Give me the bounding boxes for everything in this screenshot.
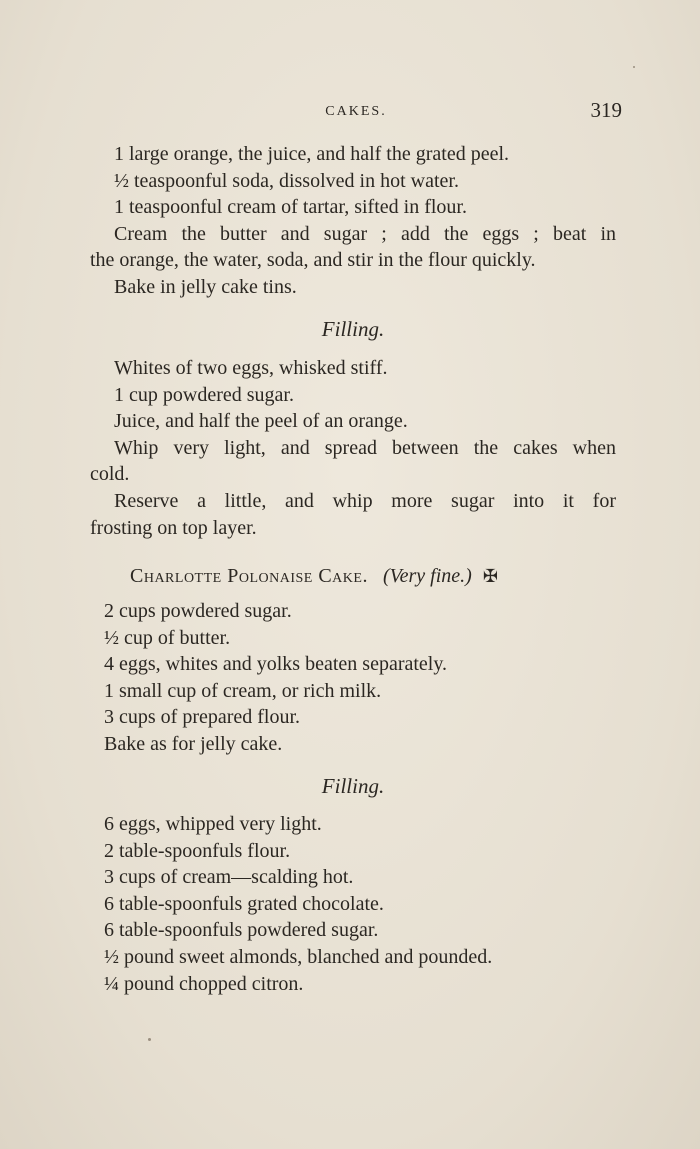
filling-line: 6 table-spoonfuls powdered sugar. [104, 919, 379, 942]
ingredient-line: 2 cups powdered sugar. [104, 600, 292, 622]
recipe-title: Charlotte Polonaise Cake. [130, 565, 368, 587]
filling-line: Whites of two eggs, whisked stiff. [114, 357, 388, 379]
filling-line: 6 table-spoonfuls grated chocolate. [104, 892, 384, 915]
ingredient-line: 4 eggs, whites and yolks beaten separately. [104, 653, 448, 676]
filling-line: 3 cups of cream—scalding hot. [104, 866, 354, 889]
ingredient-line: 3 cups of prepared flour. [104, 706, 301, 729]
ingredient-line: 1 large orange, the juice, and half the grated peel. [114, 143, 510, 165]
filling-line: 6 eggs, whipped very light. [104, 813, 322, 835]
filling-line: Whip very light, and spread between the cakes when [114, 436, 616, 459]
filling-line: ¼ pound chopped citron. [104, 972, 304, 995]
ingredient-line: 1 small cup of cream, or rich milk. [104, 679, 382, 702]
instruction-line: Bake as for jelly cake. [104, 732, 283, 755]
filling-line: Reserve a little, and whip more sugar into it for [114, 489, 616, 512]
filling-line: 1 cup powdered sugar. [114, 383, 294, 406]
filling-block-2 [90, 811, 616, 997]
recipe-block-1 [90, 141, 616, 301]
filling-heading: Filling. [321, 317, 385, 341]
page-header [90, 98, 622, 128]
filling-line: 2 table-spoonfuls flour. [104, 839, 291, 862]
paper-speck [148, 1038, 151, 1041]
cross-icon: ✠ [482, 566, 498, 586]
recipe-title-line [90, 563, 616, 590]
paper-speck [633, 66, 635, 68]
filling-line: ½ pound sweet almonds, blanched and pounded. [104, 945, 493, 968]
running-head: CAKES. [325, 104, 387, 119]
ingredient-line: 1 teaspoonful cream of tartar, sifted in flour. [114, 196, 467, 219]
recipe-block-2 [90, 598, 616, 758]
recipe-note: (Very fine.) [382, 565, 472, 587]
ingredient-line: ½ cup of butter. [104, 626, 231, 649]
instruction-line: Cream the butter and sugar ; add the eggs ; beat in [114, 222, 616, 245]
instruction-line: the orange, the water, soda, and stir in the flour quickly. [90, 249, 536, 272]
filling-line: cold. [90, 463, 130, 486]
ingredient-line: ½ teaspoonful soda, dissolved in hot water. [114, 169, 459, 192]
instruction-line: Bake in jelly cake tins. [114, 275, 297, 298]
filling-line: frosting on top layer. [90, 516, 257, 539]
filling-line: Juice, and half the peel of an orange. [114, 410, 408, 433]
filling-block-1 [90, 355, 616, 541]
filling-heading-2: Filling. [321, 774, 385, 798]
page-number: 319 [590, 98, 622, 122]
